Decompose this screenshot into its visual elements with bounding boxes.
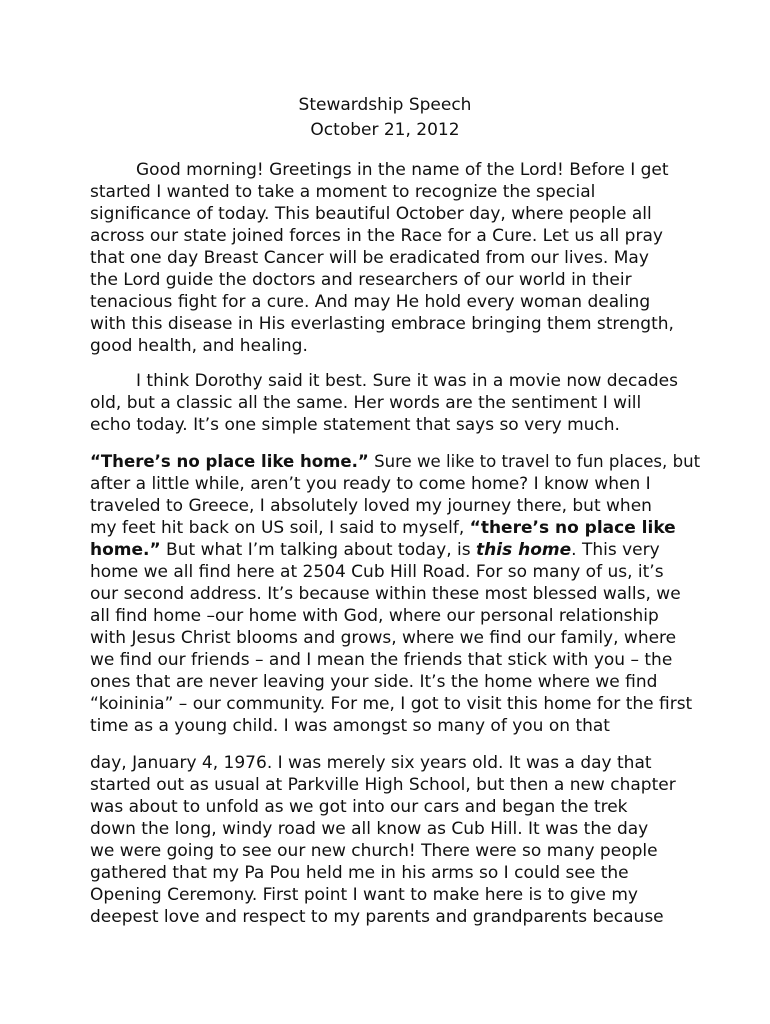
text-line: with this disease in His everlasting embrace bringing them strength, bbox=[90, 314, 674, 334]
text-line: traveled to Greece, I absolutely loved my journey there, but when bbox=[90, 496, 652, 516]
text-line: “koininia” – our community. For me, I got to visit this home for the first bbox=[90, 694, 693, 714]
text-line: Opening Ceremony. First point I want to make here is to give my bbox=[90, 885, 638, 905]
text-line: across our state joined forces in the Race for a Cure. Let us all pray bbox=[90, 226, 663, 246]
bold-italic-emphasis: this home bbox=[476, 540, 572, 560]
text-line: with Jesus Christ blooms and grows, where we find our family, where bbox=[90, 628, 677, 648]
document-date: October 21, 2012 bbox=[310, 120, 460, 140]
text-line: good health, and healing. bbox=[90, 336, 308, 356]
bold-quote: “there’s no place like bbox=[469, 518, 676, 538]
text-line: our second address. It’s because within these most blessed walls, we bbox=[90, 584, 681, 604]
text-span: But what I’m talking about today, is bbox=[160, 540, 477, 560]
text-line: the Lord guide the doctors and researchers of our world in their bbox=[90, 270, 632, 290]
text-line: down the long, windy road we all know as Cub Hill. It was the day bbox=[90, 819, 649, 839]
text-line: gathered that my Pa Pou held me in his arms so I could see the bbox=[90, 863, 629, 883]
text-line: I think Dorothy said it best. Sure it was in a movie now decades bbox=[136, 371, 678, 391]
text-line: deepest love and respect to my parents and grandparents because bbox=[90, 907, 664, 927]
text-line: time as a young child. I was amongst so many of you on that bbox=[90, 716, 610, 736]
text-line: was about to unfold as we got into our cars and began the trek bbox=[90, 797, 628, 817]
text-line: we find our friends – and I mean the friends that stick with you – the bbox=[90, 650, 673, 670]
document-title: Stewardship Speech bbox=[298, 95, 472, 115]
text-line: old, but a classic all the same. Her words are the sentiment I will bbox=[90, 393, 642, 413]
text-span: Sure we like to travel to fun places, but bbox=[368, 452, 701, 472]
text-span: my feet hit back on US soil, I said to myself, bbox=[90, 518, 470, 538]
text-line: all find home –our home with God, where our personal relationship bbox=[90, 606, 659, 626]
bold-quote: home.” bbox=[90, 540, 161, 560]
text-line: home we all find here at 2504 Cub Hill Road. For so many of us, it’s bbox=[90, 562, 664, 582]
text-line bbox=[90, 451, 701, 473]
text-line: Good morning! Greetings in the name of the Lord! Before I get bbox=[136, 160, 669, 180]
text-line: started out as usual at Parkville High School, but then a new chapter bbox=[90, 775, 676, 795]
text-line: we were going to see our new church! There were so many people bbox=[90, 841, 658, 861]
text-line: day, January 4, 1976. I was merely six years old. It was a day that bbox=[90, 753, 652, 773]
text-line: significance of today. This beautiful October day, where people all bbox=[90, 204, 652, 224]
text-line: tenacious fight for a cure. And may He hold every woman dealing bbox=[90, 292, 651, 312]
text-line: after a little while, aren’t you ready to come home? I know when I bbox=[90, 474, 651, 494]
text-line: echo today. It’s one simple statement that says so very much. bbox=[90, 415, 620, 435]
text-line bbox=[90, 539, 690, 561]
text-line: started I wanted to take a moment to recognize the special bbox=[90, 182, 596, 202]
text-line: that one day Breast Cancer will be eradicated from our lives. May bbox=[90, 248, 649, 268]
text-line: ones that are never leaving your side. It’s the home where we find bbox=[90, 672, 658, 692]
text-span: . This very bbox=[571, 540, 660, 560]
bold-quote: “There’s no place like home.” bbox=[90, 452, 369, 472]
text-line bbox=[90, 517, 690, 539]
